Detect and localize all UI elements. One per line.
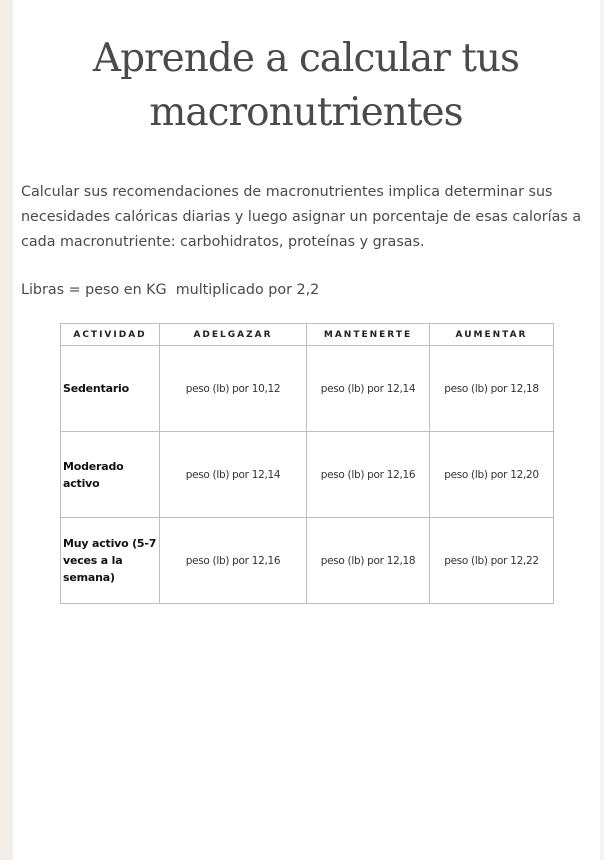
table-header-row (61, 324, 554, 346)
header-aumentar: AUMENTAR (430, 324, 554, 346)
cell-adelgazar: peso (lb) por 10,12 (160, 346, 307, 432)
cell-adelgazar: peso (lb) por 12,16 (160, 518, 307, 604)
row-activity-label: Sedentario (61, 346, 160, 432)
table-row (61, 518, 554, 604)
page-title-line-2: macronutrientes (149, 90, 463, 135)
page-title (20, 32, 592, 140)
cell-mantenerte: peso (lb) por 12,14 (307, 346, 430, 432)
calorie-table (60, 323, 554, 604)
table-row (61, 346, 554, 432)
header-actividad: ACTIVIDAD (61, 324, 160, 346)
page-title-line-1: Aprende a calcular tus (92, 36, 520, 81)
table-row (61, 432, 554, 518)
pounds-formula: Libras = peso en KG multiplicado por 2,2 (21, 282, 320, 298)
cell-aumentar: peso (lb) por 12,22 (430, 518, 554, 604)
header-mantenerte: MANTENERTE (307, 324, 430, 346)
row-activity-label: Moderado activo (61, 432, 160, 518)
intro-paragraph: Calcular sus recomendaciones de macronutrientes implica determinar sus necesidades calóricas diarias y luego asignar un porcentaje de esas calorías a cada macronutriente: carbohidratos, proteínas y grasas. (21, 184, 582, 250)
cell-mantenerte: peso (lb) por 12,18 (307, 518, 430, 604)
cell-adelgazar: peso (lb) por 12,14 (160, 432, 307, 518)
left-decorative-band (0, 0, 13, 860)
header-adelgazar: ADELGAZAR (160, 324, 307, 346)
cell-aumentar: peso (lb) por 12,18 (430, 346, 554, 432)
cell-mantenerte: peso (lb) por 12,16 (307, 432, 430, 518)
cell-aumentar: peso (lb) por 12,20 (430, 432, 554, 518)
right-page-edge (600, 0, 604, 860)
row-activity-label: Muy activo (5-7 veces a la semana) (61, 518, 160, 604)
